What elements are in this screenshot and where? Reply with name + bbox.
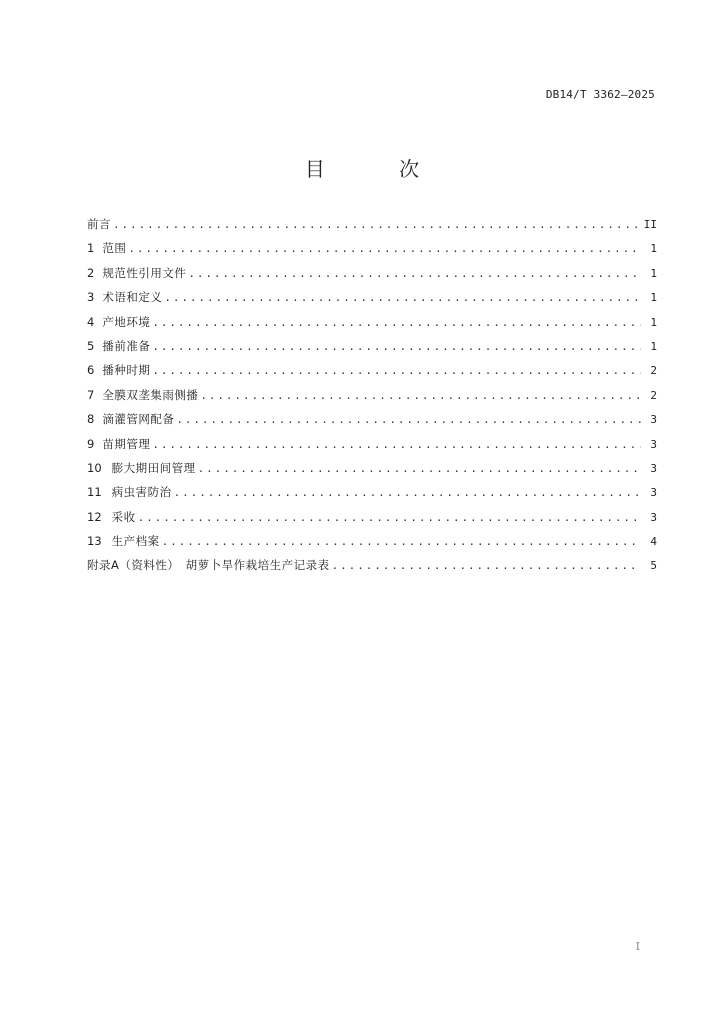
toc-entry-number: 4: [87, 314, 95, 329]
toc-entry-number: 6: [87, 363, 95, 378]
toc-entry-number: 3: [87, 290, 95, 305]
toc-entry-number: 11: [87, 485, 102, 500]
toc-entry-page: 3: [650, 486, 657, 500]
toc-entry-7[interactable]: [87, 387, 657, 411]
toc-leader-dots: [152, 438, 641, 451]
toc-entry-5[interactable]: [87, 338, 657, 362]
toc-entry-title: 附录A（资料性） 胡萝卜旱作栽培生产记录表: [87, 558, 330, 573]
toc-leader-dots: [188, 267, 641, 280]
toc-entry-4[interactable]: [87, 314, 657, 338]
toc-entry-title: 前言: [87, 217, 111, 231]
toc-entry-13[interactable]: [87, 533, 657, 557]
toc-entry-2[interactable]: [87, 265, 657, 289]
toc-leader-dots: [198, 462, 641, 475]
toc-entry-page: 5: [650, 559, 657, 573]
toc-entry-page: 1: [650, 266, 657, 280]
toc-entry-3[interactable]: [87, 289, 657, 313]
toc-leader-dots: [152, 340, 641, 353]
toc-leader-dots: [128, 242, 641, 255]
toc-entry-8[interactable]: [87, 411, 657, 435]
toc-entry-title: 苗期管理: [102, 436, 151, 451]
toc-entry-number: 10: [87, 460, 102, 475]
toc-leader-dots: [162, 535, 641, 548]
toc-entry-number: 9: [87, 436, 95, 451]
toc-leader-dots: [152, 364, 641, 377]
page-number: I: [635, 940, 640, 953]
toc-entry-title: 术语和定义: [102, 290, 163, 305]
toc-leader-dots: [113, 218, 638, 231]
toc-entry-page: 2: [650, 364, 657, 378]
toc-entry-title: 播前准备: [102, 338, 151, 353]
toc-entry-title: 全膜双垄集雨侧播: [102, 387, 199, 402]
toc-entry-number: 5: [87, 338, 95, 353]
toc-leader-dots: [200, 389, 641, 402]
toc-entry-title: 膨大期田间管理: [111, 460, 196, 475]
toc-leader-dots: [138, 511, 641, 524]
toc-entry-number: 12: [87, 509, 102, 524]
toc-entry-preface[interactable]: [87, 216, 657, 240]
toc-entry-title: 范围: [102, 241, 127, 256]
toc-entry-10[interactable]: [87, 460, 657, 484]
table-of-contents: [87, 216, 657, 582]
toc-leader-dots: [332, 559, 641, 572]
toc-entry-number: 2: [87, 265, 95, 280]
toc-entry-title: 规范性引用文件: [102, 265, 187, 280]
toc-entry-page: 4: [650, 535, 657, 549]
toc-entry-1[interactable]: [87, 240, 657, 264]
toc-entry-page: 3: [650, 413, 657, 427]
toc-entry-title: 播种时期: [102, 363, 151, 378]
toc-leader-dots: [164, 291, 641, 304]
toc-entry-appendix-a[interactable]: [87, 557, 657, 581]
toc-leader-dots: [174, 486, 641, 499]
toc-leader-dots: [176, 413, 641, 426]
toc-entry-title: 采收: [111, 509, 136, 524]
toc-entry-page: 3: [650, 437, 657, 451]
toc-entry-page: 1: [650, 291, 657, 305]
toc-entry-page: II: [643, 218, 657, 231]
toc-entry-page: 2: [650, 388, 657, 402]
toc-entry-title: 生产档案: [111, 534, 160, 549]
toc-entry-title: 滴灌管网配备: [102, 412, 175, 427]
toc-entry-page: 3: [650, 510, 657, 524]
toc-entry-9[interactable]: [87, 436, 657, 460]
toc-leader-dots: [152, 316, 641, 329]
toc-entry-11[interactable]: [87, 484, 657, 508]
toc-entry-page: 1: [650, 339, 657, 353]
toc-entry-page: 1: [650, 242, 657, 256]
toc-entry-title: 病虫害防治: [111, 485, 172, 500]
toc-entry-page: 1: [650, 315, 657, 329]
toc-entry-12[interactable]: [87, 509, 657, 533]
toc-entry-6[interactable]: [87, 362, 657, 386]
toc-entry-title: 产地环境: [102, 314, 151, 329]
document-code: DB14/T 3362—2025: [545, 88, 655, 101]
toc-entry-number: 13: [87, 534, 102, 549]
toc-entry-number: 7: [87, 387, 95, 402]
page-title: 目 次: [304, 157, 454, 181]
toc-entry-number: 8: [87, 412, 95, 427]
toc-entry-page: 3: [650, 461, 657, 475]
toc-entry-number: 1: [87, 241, 95, 256]
